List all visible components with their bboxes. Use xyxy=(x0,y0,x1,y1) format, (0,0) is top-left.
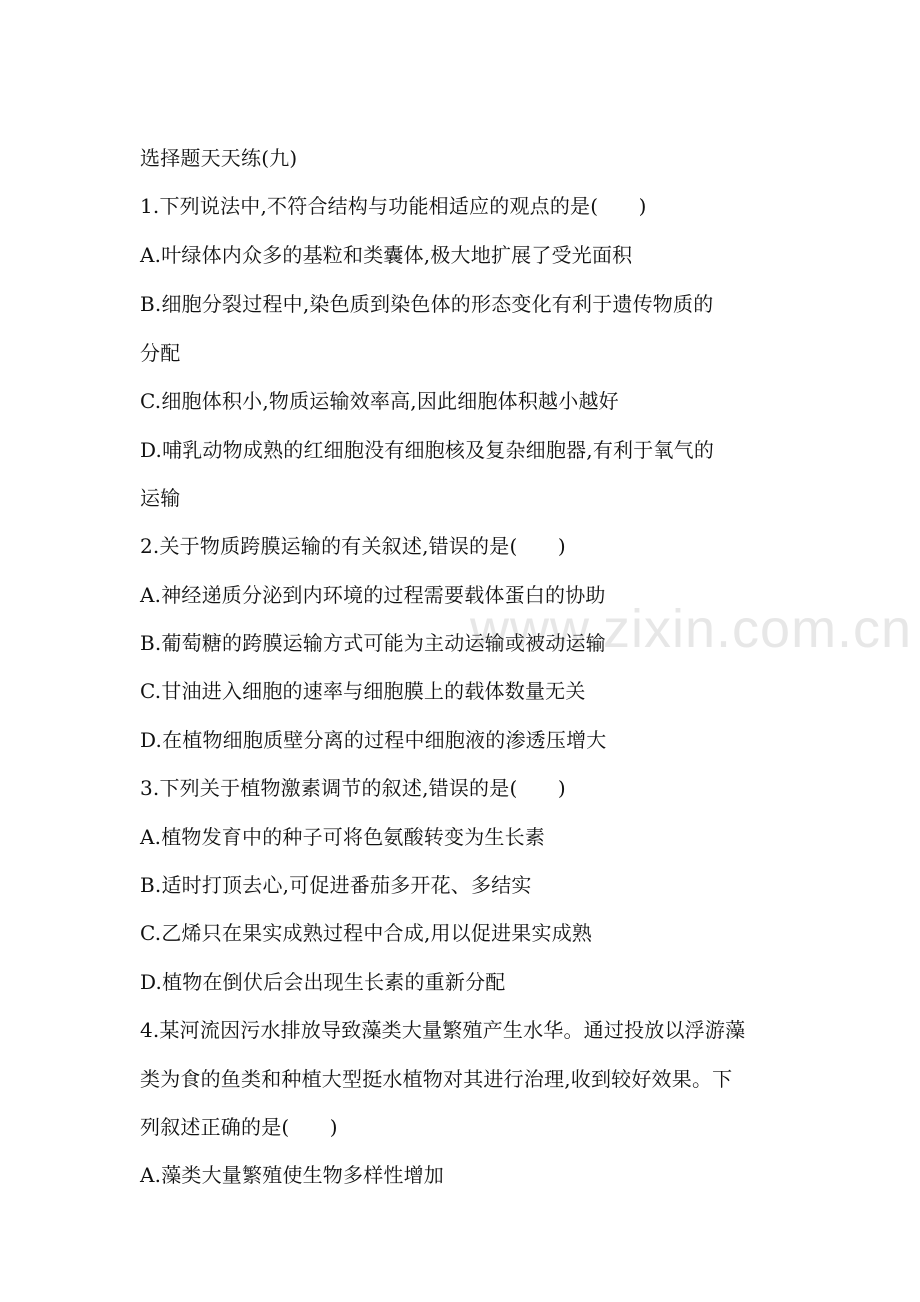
q4-stem-line2: 类为食的鱼类和种植大型挺水植物对其进行治理,收到较好效果。下 xyxy=(140,1067,733,1091)
q2-option-d: D.在植物细胞质壁分离的过程中细胞液的渗透压增大 xyxy=(140,728,607,752)
q2-option-c: C.甘油进入细胞的速率与细胞膜上的载体数量无关 xyxy=(140,679,586,703)
page-title: 选择题天天练(九) xyxy=(140,146,298,170)
q1-stem: 1.下列说法中,不符合结构与功能相适应的观点的是( ) xyxy=(140,194,647,218)
q3-option-b: B.适时打顶去心,可促进番茄多开花、多结实 xyxy=(140,873,532,897)
watermark-text: www.zixin.com.cn xyxy=(470,599,913,659)
q1-option-b-line1: B.细胞分裂过程中,染色质到染色体的形态变化有利于遗传物质的 xyxy=(140,292,714,316)
q1-option-c: C.细胞体积小,物质运输效率高,因此细胞体积越小越好 xyxy=(140,389,619,413)
q4-stem-line1: 4.某河流因污水排放导致藻类大量繁殖产生水华。通过投放以浮游藻 xyxy=(140,1018,746,1042)
q1-option-d-line1: D.哺乳动物成熟的红细胞没有细胞核及复杂细胞器,有利于氧气的 xyxy=(140,438,715,462)
q4-stem-line3: 列叙述正确的是( ) xyxy=(140,1115,338,1139)
q3-stem: 3.下列关于植物激素调节的叙述,错误的是( ) xyxy=(140,776,566,800)
q2-option-a: A.神经递质分泌到内环境的过程需要载体蛋白的协助 xyxy=(140,583,606,607)
q2-option-b: B.葡萄糖的跨膜运输方式可能为主动运输或被动运输 xyxy=(140,631,606,655)
q2-stem: 2.关于物质跨膜运输的有关叙述,错误的是( ) xyxy=(140,534,566,558)
q3-option-d: D.植物在倒伏后会出现生长素的重新分配 xyxy=(140,970,506,994)
q1-option-b-line2: 分配 xyxy=(140,341,181,365)
q1-option-a: A.叶绿体内众多的基粒和类囊体,极大地扩展了受光面积 xyxy=(140,243,633,267)
q3-option-c: C.乙烯只在果实成熟过程中合成,用以促进果实成熟 xyxy=(140,921,593,945)
q3-option-a: A.植物发育中的种子可将色氨酸转变为生长素 xyxy=(140,825,546,849)
q1-option-d-line2: 运输 xyxy=(140,486,181,510)
q4-option-a: A.藻类大量繁殖使生物多样性增加 xyxy=(140,1163,445,1187)
